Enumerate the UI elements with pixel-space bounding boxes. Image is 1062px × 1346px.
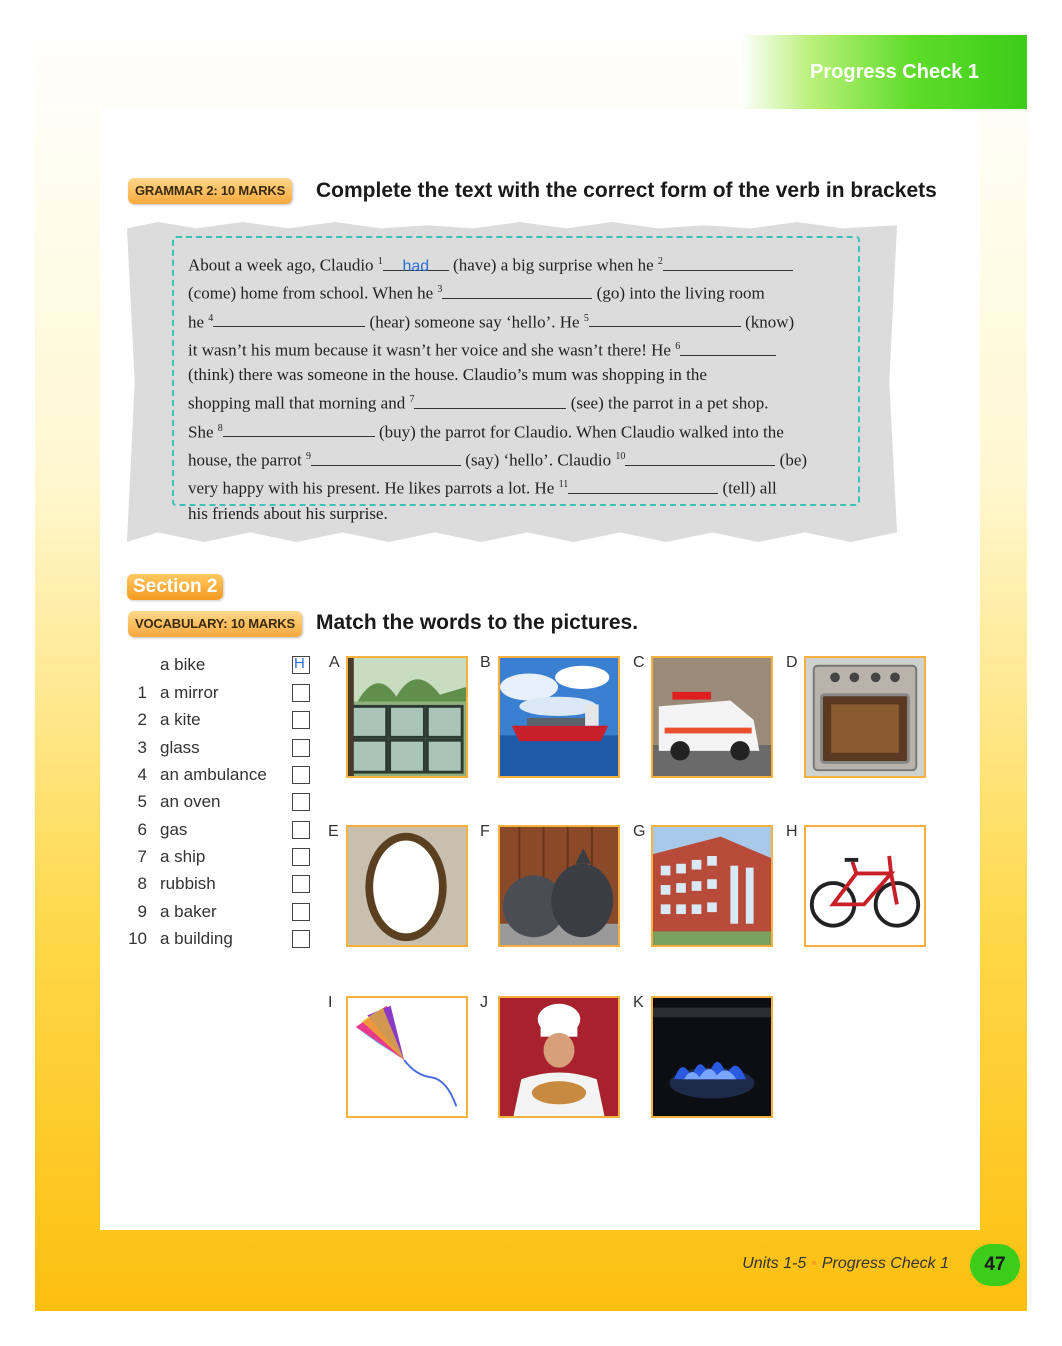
word-row: 9 a baker — [125, 902, 325, 929]
picture-label-f: F — [480, 823, 490, 840]
progress-check-tab — [740, 35, 1027, 109]
picture-label-k: K — [633, 994, 644, 1011]
answer-blank-7[interactable] — [414, 393, 566, 409]
answer-checkbox[interactable] — [292, 711, 310, 729]
answer-checkbox[interactable] — [292, 875, 310, 893]
grammar-instruction: Complete the text with the correct form of the verb in brackets — [316, 179, 937, 202]
word-row: 5 an oven — [125, 792, 325, 819]
section-2-label: Section 2 — [127, 574, 223, 600]
picture-label-b: B — [480, 654, 491, 671]
answer-blank-2[interactable] — [663, 255, 793, 271]
text-line-8: house, the parrot $^9$ (say) ‘hello’. Claudio $^{10}$ (be) — [188, 450, 808, 470]
answer-blank-4[interactable] — [213, 311, 365, 327]
bike-illustration — [806, 827, 924, 945]
answer-blank-9[interactable] — [311, 450, 461, 466]
word-row: 2 a kite — [125, 710, 325, 737]
ambulance-illustration — [653, 658, 771, 776]
picture-label-d: D — [786, 654, 798, 671]
text-line-6: shopping mall that morning and $^7$ (see) the parrot in a pet shop. — [188, 393, 769, 413]
grammar-marks-badge: GRAMMAR 2: 10 MARKS — [128, 178, 292, 204]
picture-f-rubbish — [498, 825, 620, 947]
picture-label-g: G — [633, 823, 646, 840]
text-line-5: (think) there was someone in the house. Claudio’s mum was shopping in the — [188, 365, 707, 385]
word-row: 10 a building — [125, 929, 325, 956]
building-illustration — [653, 827, 771, 945]
picture-g-building — [651, 825, 773, 947]
picture-label-i: I — [328, 994, 333, 1011]
text-line-1: About a week ago, Claudio $^1$ had (have) a big surprise when he $^2$ — [188, 250, 848, 278]
picture-j-baker — [498, 996, 620, 1118]
footer-units: Units 1-5 • Progress Check 1 — [742, 1255, 949, 1272]
answer-blank-6[interactable] — [680, 340, 776, 356]
mirror-illustration — [348, 827, 466, 945]
text-line-2: (come) home from school. When he $^3$ (go) into the living room — [188, 284, 765, 304]
word-row: a bike H — [125, 655, 325, 682]
picture-h-bike — [804, 825, 926, 947]
word-row: 1 a mirror — [125, 683, 325, 710]
picture-label-j: J — [480, 994, 488, 1011]
word-row: 8 rubbish — [125, 874, 325, 901]
answer-blank-11[interactable] — [568, 478, 718, 494]
text-line-9: very happy with his present. He likes parrots a lot. He $^{11}$ (tell) all — [188, 478, 777, 498]
glass-blocks-illustration — [348, 658, 466, 776]
picture-k-gas — [651, 996, 773, 1118]
picture-i-kite — [346, 996, 468, 1118]
kite-illustration — [348, 998, 466, 1116]
gap-fill-text — [188, 250, 848, 526]
answer-blank-1[interactable]: had — [383, 255, 449, 271]
text-line-4: it wasn’t his mum because it wasn’t her voice and she wasn’t there! He $^6$ — [188, 335, 848, 363]
page-number: 47 — [970, 1244, 1020, 1286]
text-line-10: his friends about his surprise. — [188, 503, 388, 523]
vocabulary-instruction: Match the words to the pictures. — [316, 611, 639, 634]
picture-e-mirror — [346, 825, 468, 947]
picture-c-ambulance — [651, 656, 773, 778]
oven-illustration — [806, 658, 924, 776]
picture-a-glass — [346, 656, 468, 778]
picture-b-ship — [498, 656, 620, 778]
answer-checkbox[interactable] — [292, 766, 310, 784]
answer-checkbox[interactable]: H — [292, 656, 310, 674]
word-row: 6 gas — [125, 820, 325, 847]
text-line-7: She $^8$ (buy) the parrot for Claudio. When Claudio walked into the — [188, 422, 784, 442]
picture-label-h: H — [786, 823, 798, 840]
progress-check-tab-label: Progress Check 1 — [810, 60, 979, 83]
baker-illustration — [500, 998, 618, 1116]
answer-checkbox[interactable] — [292, 684, 310, 702]
answer-checkbox[interactable] — [292, 848, 310, 866]
ship-illustration — [500, 658, 618, 776]
word-row: 3 glass — [125, 738, 325, 765]
text-line-3: he $^4$ (hear) someone say ‘hello’. He $^5$ (know) — [188, 312, 795, 332]
answer-blank-8[interactable] — [223, 421, 375, 437]
picture-label-a: A — [329, 654, 340, 671]
answer-blank-10[interactable] — [625, 450, 775, 466]
answer-blank-3[interactable] — [442, 283, 592, 299]
answer-checkbox[interactable] — [292, 903, 310, 921]
answer-checkbox[interactable] — [292, 821, 310, 839]
answer-checkbox[interactable] — [292, 930, 310, 948]
gas-flame-illustration — [653, 998, 771, 1116]
picture-label-c: C — [633, 654, 645, 671]
word-row: 4 an ambulance — [125, 765, 325, 792]
vocabulary-marks-badge: VOCABULARY: 10 MARKS — [128, 611, 302, 637]
picture-d-oven — [804, 656, 926, 778]
rubbish-bags-illustration — [500, 827, 618, 945]
word-row: 7 a ship — [125, 847, 325, 874]
picture-label-e: E — [328, 823, 339, 840]
answer-checkbox[interactable] — [292, 739, 310, 757]
answer-blank-5[interactable] — [589, 311, 741, 327]
answer-checkbox[interactable] — [292, 793, 310, 811]
